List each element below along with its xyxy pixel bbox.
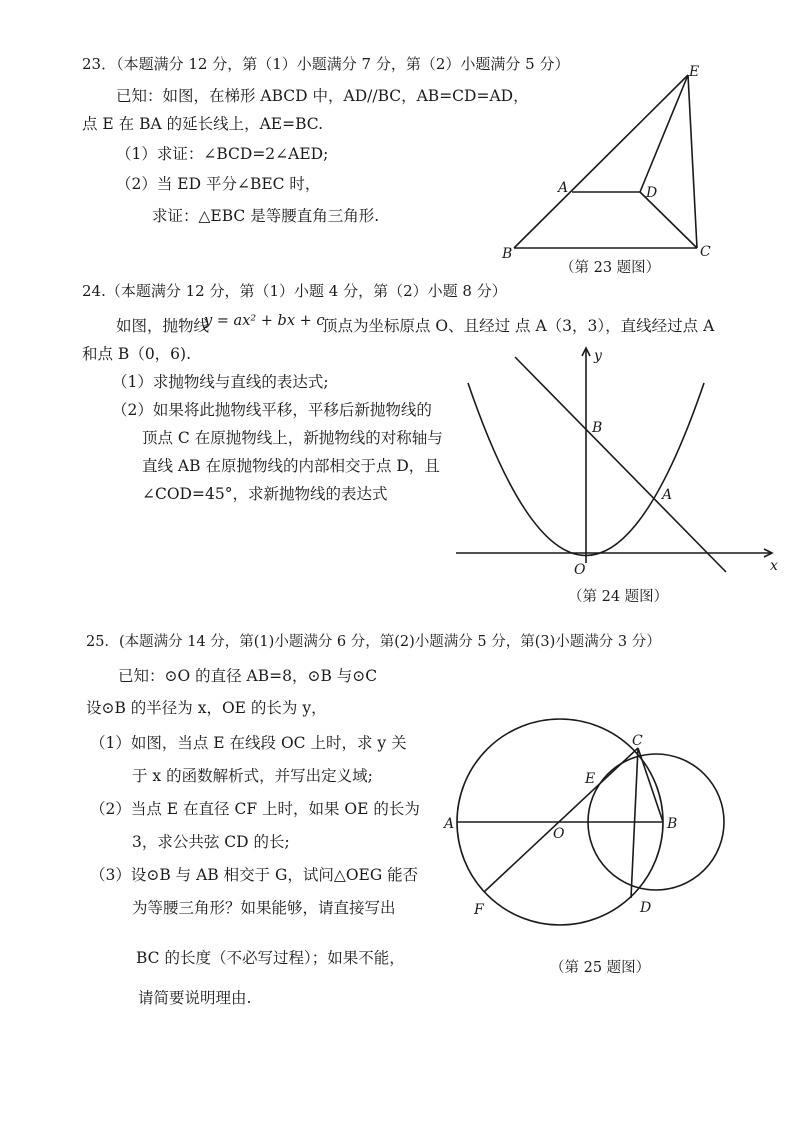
q24-y-arrow xyxy=(582,348,590,356)
q25-segment-cb xyxy=(638,748,663,822)
q23-label-b: B xyxy=(502,246,513,262)
q24-line-ab xyxy=(515,357,726,572)
q24-part2b: 顶点 C 在原抛物线上，新抛物线的对称轴与 xyxy=(142,429,443,447)
q25-part3a: （3）设⊙B 与 AB 相交于 G，试问△OEG 能否 xyxy=(90,866,419,884)
q23-segment-ed xyxy=(640,75,688,192)
q25-header: 25．(本题满分 14 分，第(1)小题满分 6 分，第(2)小题满分 5 分，第(3)小题满分 3 分） xyxy=(86,634,661,650)
q25-label-b: B xyxy=(667,816,678,832)
q23-label-c: C xyxy=(700,244,711,260)
q25-line2: 设⊙B 的半径为 x，OE 的长为 y， xyxy=(86,699,327,717)
q24-part1: （1）求抛物线与直线的表达式; xyxy=(112,373,329,391)
q24-part2c: 直线 AB 在原抛物线的内部相交于点 D，且 xyxy=(142,457,440,475)
q25-part2a: （2）当点 E 在直径 CF 上时，如果 OE 的长为 xyxy=(90,800,420,818)
q24-label-b: B xyxy=(592,420,603,436)
q25-part3c: BC 的长度（不必写过程）；如果不能， xyxy=(136,949,405,967)
q23-segment-dc xyxy=(640,192,697,248)
q23-line2: 点 E 在 BA 的延长线上，AE=BC. xyxy=(82,115,324,133)
q24-line1a: 如图，抛物线 xyxy=(116,317,210,335)
q23-label-e: E xyxy=(689,64,700,80)
q25-circle-o xyxy=(457,719,663,925)
q25-line1: 已知：⊙O 的直径 AB=8，⊙B 与⊙C xyxy=(118,667,378,685)
q25-label-a: A xyxy=(444,816,455,832)
q24-line2: 和点 B（0，6). xyxy=(82,345,192,363)
q23-caption: （第 23 题图） xyxy=(560,260,661,276)
q25-label-o: O xyxy=(553,826,565,842)
q25-caption: （第 25 题图） xyxy=(550,960,651,976)
q23-label-d: D xyxy=(646,185,658,201)
q23-part2: （2）当 ED 平分∠BEC 时， xyxy=(116,175,321,193)
q24-label-x: x xyxy=(770,558,778,574)
q23-part1: （1）求证：∠BCD=2∠AED; xyxy=(116,145,329,163)
q24-line1b: 顶点为坐标原点 O、且经过 点 A（3，3），直线经过点 A xyxy=(322,317,715,335)
q24-label-a: A xyxy=(662,487,673,503)
q24-caption: （第 24 题图） xyxy=(568,589,669,605)
q23-header: 23．（本题满分 12 分，第（1）小题满分 7 分，第（2）小题满分 5 分） xyxy=(82,55,570,73)
q25-diameter-cf xyxy=(484,748,638,892)
q25-label-e: E xyxy=(585,771,596,787)
q23-segment-ec xyxy=(688,75,697,248)
q24-formula: y = ax² + bx + c xyxy=(204,313,325,329)
q25-circle-b xyxy=(588,754,724,890)
q25-part1b: 于 x 的函数解析式，并写出定义域; xyxy=(132,767,373,785)
q25-part3b: 为等腰三角形？如果能够，请直接写出 xyxy=(132,899,396,917)
q24-part2a: （2）如果将此抛物线平移，平移后新抛物线的 xyxy=(112,401,432,419)
q25-part1a: （1）如图，当点 E 在线段 OC 上时，求 y 关 xyxy=(90,734,407,752)
q25-label-c: C xyxy=(632,733,643,749)
q25-part3d: 请简要说明理由. xyxy=(138,989,252,1007)
q23-segment-be xyxy=(514,75,688,248)
q24-label-o: O xyxy=(574,562,586,578)
q23-line1: 已知：如图，在梯形 ABCD 中，AD//BC，AB=CD=AD， xyxy=(116,87,529,105)
q23-label-a: A xyxy=(558,180,569,196)
q25-segment-cd xyxy=(631,748,638,898)
q25-part2b: 3，求公共弦 CD 的长; xyxy=(132,833,290,851)
q24-parabola xyxy=(468,383,704,556)
q24-label-y: y xyxy=(594,348,602,364)
q23-part2b: 求证：△EBC 是等腰直角三角形. xyxy=(152,207,380,225)
q25-label-d: D xyxy=(640,900,652,916)
q24-x-arrow xyxy=(764,549,772,557)
q25-label-f: F xyxy=(474,902,484,918)
q24-part2d: ∠COD=45°，求新抛物线的表达式 xyxy=(142,485,388,503)
q24-header: 24.（本题满分 12 分，第（1）小题 4 分，第（2）小题 8 分） xyxy=(82,282,507,300)
